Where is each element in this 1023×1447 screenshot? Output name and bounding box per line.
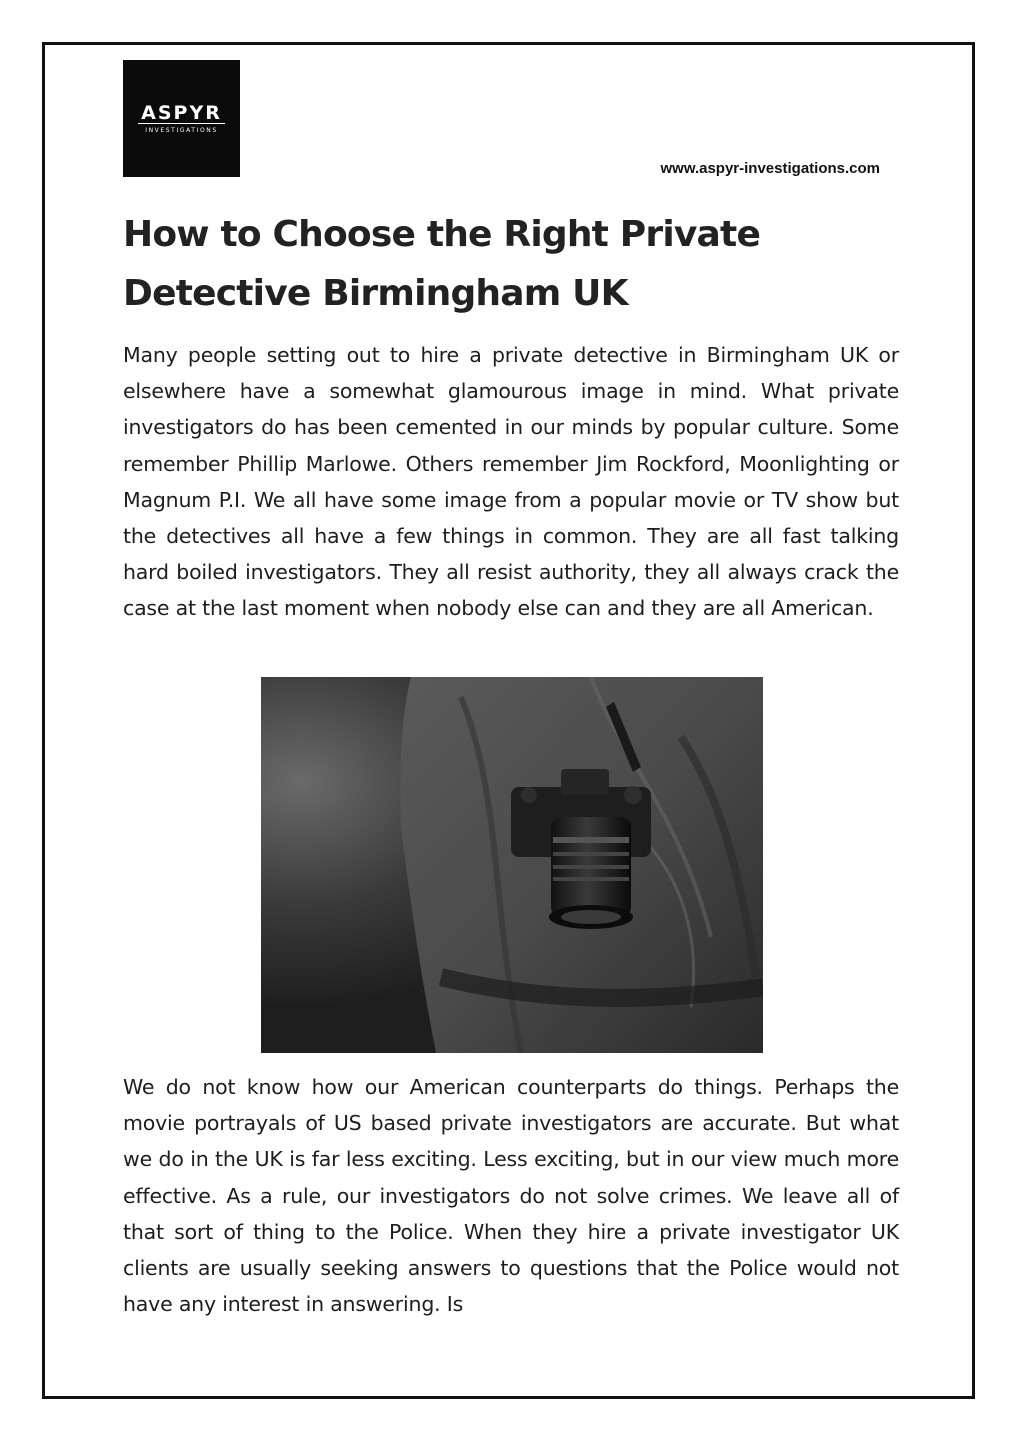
detective-camera-photo [261, 677, 763, 1053]
article-paragraph-1: Many people setting out to hire a private detective in Birmingham UK or elsewhere have a somewhat glamourous image in mind. What private investigators do has been cemented in our minds by popular culture. Some remember Phillip Marlowe. Others remember Jim Rockford, Moonlighting or Magnum P.I. We all have some image from a popular movie or TV show but the detectives all have a few things in common. They are all fast talking hard boiled investigators. They all resist authority, they all always crack the case at the last moment when nobody else can and they are all American. [123, 343, 899, 621]
article-paragraph-2: We do not know how our American counterparts do things. Perhaps the movie portrayals of US based private investigators are accurate. But what we do in the UK is far less exciting. Less exciting, but in our view much more effective. As a rule, our investigators do not solve crimes. We leave all of that sort of thing to the Police. When they hire a private investigator UK clients are usually seeking answers to questions that the Police would not have any interest in answering. Is [123, 1075, 899, 1317]
logo-tagline: INVESTIGATIONS [145, 127, 218, 134]
website-url: www.aspyr-investigations.com [660, 160, 880, 177]
article-title: How to Choose the Right Private Detective Birmingham UK [123, 214, 761, 314]
logo-wordmark: ASPYR [138, 103, 225, 124]
company-logo [123, 60, 240, 177]
